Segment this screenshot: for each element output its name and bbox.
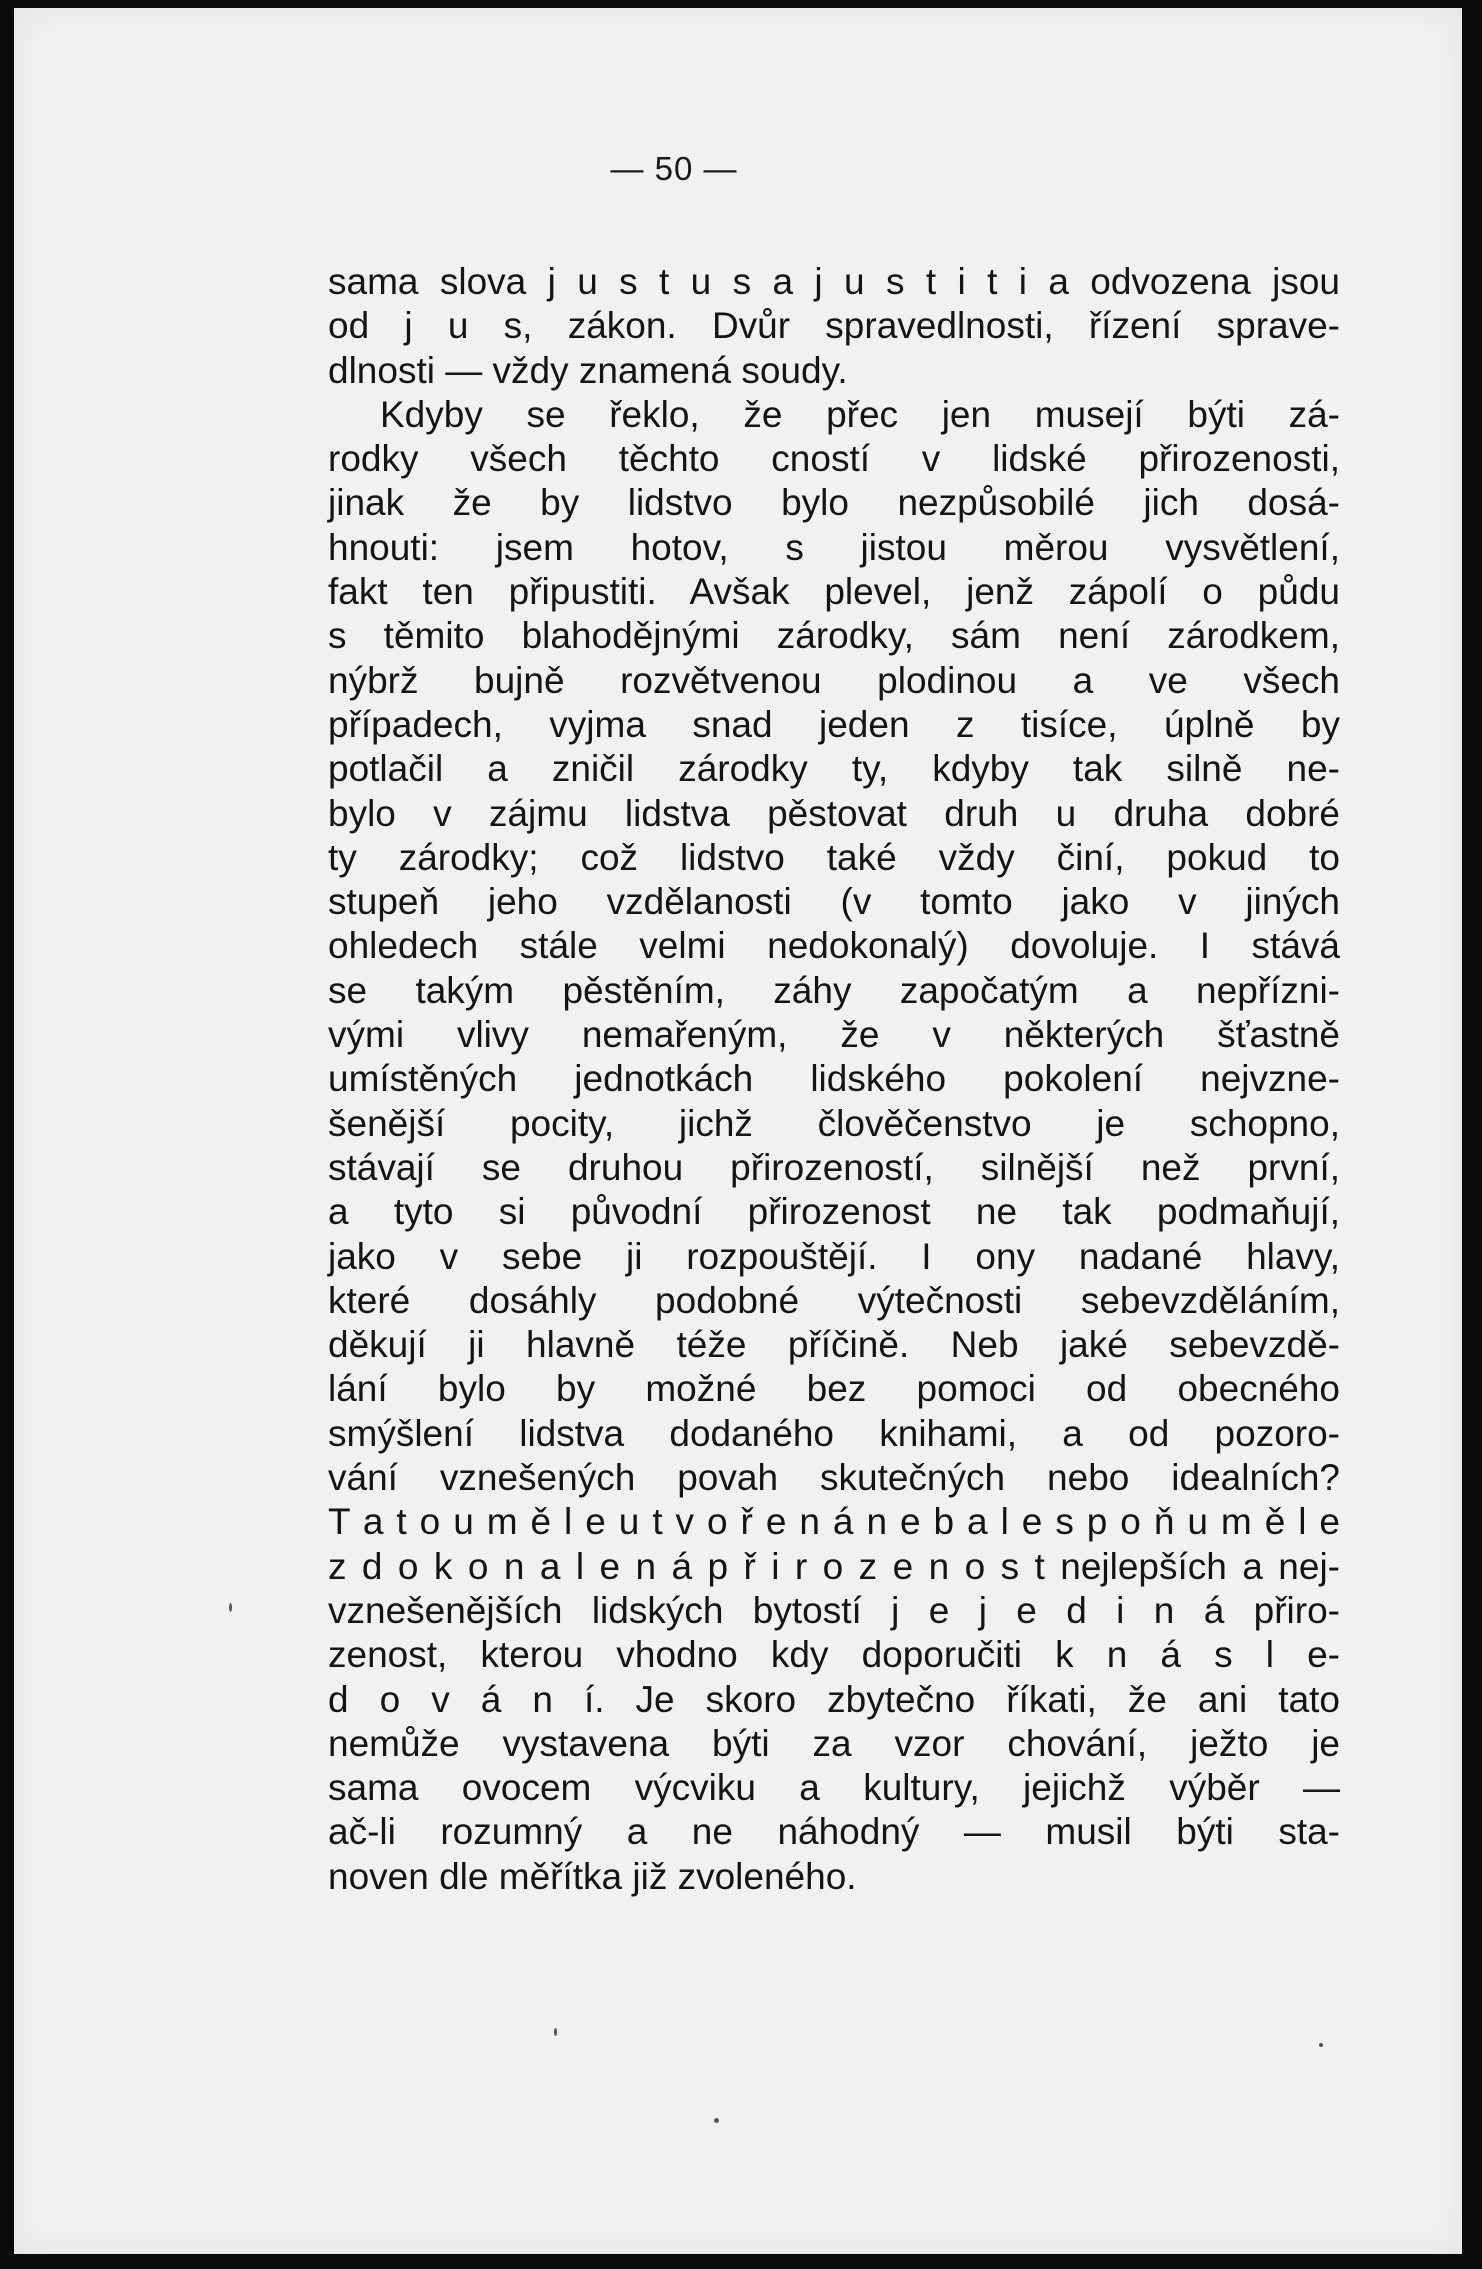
text-line: sama slova j u s t u s a j u s t i t i a odvozena jsou (328, 261, 1340, 302)
text-line: nýbrž bujně rozvětvenou plodinou a ve všech (328, 659, 1340, 701)
paper-speck (714, 2118, 719, 2123)
text-line: vými vlivy nemařeným, že v některých šťastně (328, 1014, 1340, 1056)
text-line: od j u s, zákon. Dvůr spravedlnosti, řízení sprave- (328, 305, 1340, 347)
paper-speck (229, 1603, 232, 1612)
text-line: jinak že by lidstvo bylo nezpůsobilé jich dosá- (328, 482, 1340, 524)
body-text (328, 260, 1340, 1899)
page-number: — 50 — (610, 150, 738, 187)
text-line: fakt ten připustiti. Avšak plevel, jenž zápolí o půdu (328, 571, 1340, 613)
text-line: hnouti: jsem hotov, s jistou měrou vysvětlení, (328, 526, 1340, 568)
paper-speck (1319, 2043, 1323, 2047)
text-line: vání vznešených povah skutečných nebo idealních? (328, 1457, 1340, 1499)
text-line: sama ovocem výcviku a kultury, jejichž výběr — (328, 1767, 1340, 1809)
text-line: zenost, kterou vhodno kdy doporučiti k n á s l e- (328, 1634, 1340, 1676)
text-line: smýšlení lidstva dodaného knihami, a od pozoro- (328, 1412, 1340, 1454)
text-line: noven dle měřítka již zvoleného. (328, 1855, 857, 1897)
text-line: rodky všech těchto cností v lidské přirozenosti, (328, 438, 1340, 480)
text-line: umístěných jednotkách lidského pokolení nejvzne- (328, 1058, 1340, 1100)
text-line: nemůže vystavena býti za vzor chování, ježto je (328, 1722, 1340, 1764)
text-line: z d o k o n a l e n á p ř i r o z e n o s t nejlepších a nej- (328, 1545, 1340, 1587)
text-line: ohledech stále velmi nedokonalý) dovoluje. I stává (328, 925, 1340, 967)
text-line: jako v sebe ji rozpouštějí. I ony nadané hlavy, (328, 1235, 1340, 1277)
text-line: ač-li rozumný a ne náhodný — musil býti sta- (328, 1811, 1340, 1853)
text-line: stávají se druhou přirozeností, silnější než první, (328, 1146, 1340, 1188)
paper-speck (554, 2028, 557, 2036)
text-line: s těmito blahodějnými zárodky, sám není zárodkem, (328, 615, 1340, 657)
text-line: ty zárodky; což lidstvo také vždy činí, pokud to (328, 836, 1340, 878)
text-line: stupeň jeho vzdělanosti (v tomto jako v jiných (328, 881, 1340, 923)
text-line: dlnosti — vždy znamená soudy. (328, 349, 848, 391)
text-line: se takým pěstěním, záhy započatým a nepřízni- (328, 969, 1340, 1011)
text-line: děkují ji hlavně téže příčině. Neb jaké sebevzdě- (328, 1324, 1340, 1366)
text-line: vznešenějších lidských bytostí j e j e d i n á přiro- (328, 1589, 1340, 1631)
text-line: T a t o u m ě l e u t v o ř e n á n e b a l e s p o ň u m ě l e (328, 1501, 1340, 1543)
text-line: šenější pocity, jichž člověčenstvo je schopno, (328, 1102, 1340, 1144)
text-line: které dosáhly podobné výtečnosti sebevzděláním, (328, 1279, 1340, 1321)
text-line: potlačil a zničil zárodky ty, kdyby tak silně ne- (328, 748, 1340, 790)
text-line: a tyto si původní přirozenost ne tak podmaňují, (328, 1191, 1340, 1233)
text-line: Kdyby se řeklo, že přec jen musejí býti zá- (380, 393, 1340, 435)
text-line: d o v á n í. Je skoro zbytečno říkati, že ani tato (328, 1678, 1340, 1720)
book-page (14, 8, 1462, 2254)
text-line: bylo v zájmu lidstva pěstovat druh u druha dobré (328, 792, 1340, 834)
text-line: případech, vyjma snad jeden z tisíce, úplně by (328, 703, 1340, 745)
text-line: lání bylo by možné bez pomoci od obecného (328, 1368, 1340, 1410)
